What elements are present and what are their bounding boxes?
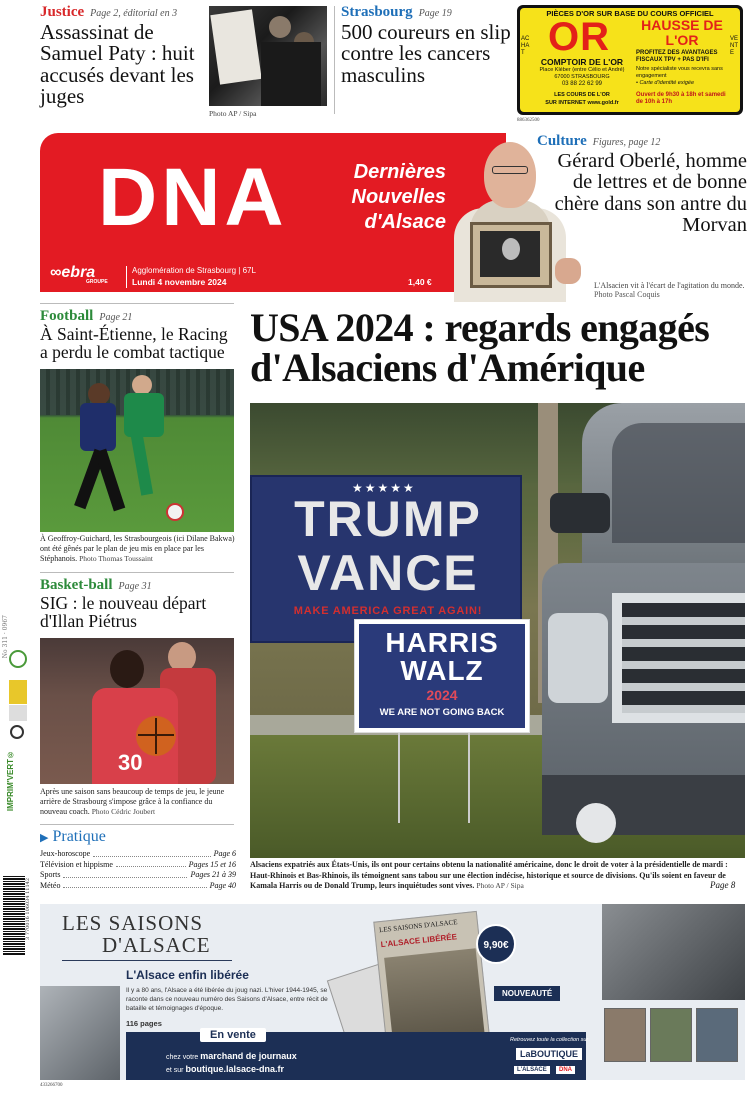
ad-side-vente: VENTE bbox=[730, 36, 739, 56]
arrow-right-icon: ▶ bbox=[40, 832, 49, 844]
ad-or: OR bbox=[548, 15, 610, 59]
en-vente-label: En vente bbox=[200, 1028, 266, 1042]
credit-justice: Photo AP / Sipa bbox=[209, 109, 257, 118]
pratique-row[interactable] bbox=[40, 849, 236, 860]
ad-where-line1: chez votre marchand de journaux bbox=[166, 1051, 297, 1061]
pratique-row[interactable] bbox=[40, 881, 236, 892]
lalsace-logo: L'ALSACE bbox=[514, 1066, 550, 1074]
teaser-basket[interactable] bbox=[40, 577, 236, 631]
retrouvez-label: Retrouvez toute la collection sur bbox=[510, 1037, 589, 1043]
recycle-icon bbox=[9, 650, 27, 668]
price-badge: 9,90€ bbox=[476, 924, 516, 964]
ad-where-line2: et sur boutique.lalsace-dna.fr bbox=[166, 1064, 284, 1074]
sign-maga: MAKE AMERICA GREAT AGAIN! bbox=[293, 605, 483, 617]
ad-profitez: PROFITEZ DES AVANTAGES FISCAUX TPV + PAS D'IFI bbox=[636, 50, 718, 63]
teaser-football[interactable] bbox=[40, 308, 236, 362]
ad-pages: 116 pages bbox=[126, 1019, 162, 1028]
harris-walz-sign bbox=[354, 619, 530, 733]
collection-covers bbox=[604, 1008, 744, 1064]
pratique-dots bbox=[63, 881, 206, 889]
pratique-label: Jeux-horoscope bbox=[40, 849, 91, 858]
pratique-box[interactable] bbox=[40, 828, 236, 891]
pratique-dots bbox=[93, 849, 210, 857]
pratique-dots bbox=[63, 870, 187, 878]
truck bbox=[542, 403, 745, 858]
headline-strasbourg: 500 coureurs en slip contre les cancers masculins bbox=[341, 20, 511, 87]
ad-address: Place Kléber (entre Célio et André) 67000 STRASBOURG bbox=[539, 67, 625, 80]
ad-carte: • Carte d'identité exigée bbox=[636, 80, 695, 86]
jersey-number: 30 bbox=[118, 750, 143, 775]
ad-horaires: Ouvert de 9h30 à 18h et samedi de 10h à 17h bbox=[636, 92, 726, 105]
barcode bbox=[3, 876, 25, 956]
sign-vance: VANCE bbox=[297, 545, 479, 601]
ad-cours2: SUR INTERNET www.gold.fr bbox=[545, 100, 619, 106]
sign-2024: 2024 bbox=[426, 687, 458, 703]
ad-comptoir-or[interactable] bbox=[517, 5, 743, 115]
kicker-culture: Culture Figures, page 12 bbox=[537, 133, 661, 149]
pratique-label: Sports bbox=[40, 870, 61, 879]
trump-vance-sign bbox=[250, 475, 522, 643]
headline-basket: SIG : le nouveau départ d'Illan Piétrus bbox=[40, 593, 207, 631]
sign-walz: WALZ bbox=[400, 655, 484, 686]
sign-not-going-back: WE ARE NOT GOING BACK bbox=[379, 707, 505, 718]
main-headline[interactable]: USA 2024 : regards engagés d'Alsaciens d'Amérique bbox=[250, 305, 710, 390]
headline-justice: Assassinat de Samuel Paty : huit accusés devant les juges bbox=[40, 20, 195, 109]
ad-saisons-alsace[interactable] bbox=[40, 904, 745, 1080]
ad-header: PIÈCES D'OR SUR BASE DU COURS OFFICIEL bbox=[546, 9, 714, 18]
teaser-strasbourg[interactable] bbox=[341, 4, 511, 116]
pefc-icon bbox=[9, 705, 27, 721]
kicker-football: Football Page 21 bbox=[40, 308, 133, 324]
pratique-list bbox=[40, 849, 236, 891]
price: 1,40 € bbox=[408, 277, 432, 287]
pratique-dots bbox=[116, 860, 186, 868]
issue-date: Lundi 4 novembre 2024 bbox=[132, 277, 227, 287]
nouveaute-badge: NOUVEAUTÉ bbox=[494, 986, 560, 1001]
kicker-strasbourg: Strasbourg Page 19 bbox=[341, 4, 452, 20]
sign-stars: ★★★★★ bbox=[352, 481, 416, 495]
caption-basket: Après une saison sans beaucoup de temps de jeu, le jeune arrière de Strasbourg s'impose grâce à la confiance du nouveau coach. Photo Cédric Joubert bbox=[40, 787, 225, 816]
photo-football bbox=[40, 369, 234, 532]
caption-football: À Geoffroy-Guichard, les Strasbourgeois (ici Dilane Bakwa) ont été gênés par le plan de jeu mis en place par les Stéphanois. Photo Thomas Toussaint bbox=[40, 534, 235, 563]
ad-side-achat: ACHAT bbox=[521, 36, 530, 56]
bottom-ad-ref: 433266700 bbox=[40, 1083, 63, 1088]
edition-label: Agglomération de Strasbourg | 67L bbox=[132, 266, 256, 275]
magazine-cover: LES SAISONS D'ALSACE L'ALSACE LIBÉRÉE bbox=[373, 911, 490, 1055]
pratique-page: Page 40 bbox=[209, 880, 236, 890]
dna-logo: DNA bbox=[98, 152, 288, 243]
caption-culture: L'Alsacien vit à l'écart de l'agitation du monde. Photo Pascal Coquis bbox=[594, 281, 745, 299]
clock-icon bbox=[10, 725, 24, 739]
page-ref-main: Page 8 bbox=[710, 880, 736, 890]
headline-football: À Saint-Étienne, le Racing a perdu le combat tactique bbox=[40, 324, 228, 362]
barcode-digits: 3 770016 106034 11142 bbox=[25, 878, 31, 941]
teaser-culture[interactable] bbox=[537, 133, 747, 273]
pratique-title: ▶ Pratique bbox=[40, 828, 106, 845]
headline-culture: Gérard Oberlé, homme de lettres et de bonne chère dans son antre du Morvan bbox=[554, 150, 747, 236]
issue-code: No 311 · 0967 bbox=[2, 615, 9, 659]
ad-specialiste: Notre spécialiste vous recevra sans engagement bbox=[636, 66, 723, 79]
saisons-brand: LES SAISONS D'ALSACE bbox=[62, 911, 211, 957]
sign-harris: HARRIS bbox=[385, 627, 499, 658]
dna-small-logo: DNA bbox=[556, 1066, 575, 1074]
photo-justice bbox=[209, 6, 327, 106]
ad-photo-collage bbox=[602, 904, 745, 1000]
teaser-justice[interactable] bbox=[40, 4, 205, 116]
pratique-page: Pages 15 et 16 bbox=[188, 859, 236, 869]
ad-hausse: HAUSSE DE L'OR bbox=[641, 17, 723, 48]
imprim-vert-label: IMPRIM'VERT® bbox=[6, 750, 15, 812]
ad-title: L'Alsace enfin libérée bbox=[126, 968, 249, 982]
photo-basket bbox=[40, 638, 234, 784]
ad-comptoir: COMPTOIR DE L'OR bbox=[540, 57, 624, 67]
photo-main-signs bbox=[250, 403, 745, 858]
laboutique-logo: LaBOUTIQUE bbox=[516, 1048, 582, 1060]
pratique-page: Pages 21 à 39 bbox=[190, 870, 236, 879]
masthead-subtitle: Dernières Nouvelles d'Alsace bbox=[351, 161, 446, 233]
ebra-logo: ∞ebra GROUPE bbox=[50, 264, 108, 285]
sign-trump: TRUMP bbox=[294, 491, 482, 547]
pratique-label: Météo bbox=[40, 880, 61, 890]
kicker-justice: Justice Page 2, éditorial en 3 bbox=[40, 4, 178, 20]
info-tri-icon bbox=[9, 680, 27, 704]
pratique-label: Télévision et hippisme bbox=[40, 859, 113, 869]
pratique-row[interactable] bbox=[40, 870, 236, 881]
ad-old-photo bbox=[40, 986, 120, 1080]
ad-phone: 03 88 22 62 99 bbox=[561, 81, 603, 87]
masthead-corner bbox=[40, 133, 58, 151]
ad-ref: 886362500 bbox=[517, 118, 540, 123]
masthead[interactable] bbox=[40, 133, 506, 292]
ad-body: Il y a 80 ans, l'Alsace a été libérée du joug nazi. L'hiver 1944-1945, se raconte dans ce nouveau numéro des Saisons d'Alsace, entre récit de bataille et témoignages d'époque. bbox=[126, 987, 328, 1012]
ad-cours1: LES COURS DE L'OR bbox=[554, 92, 610, 98]
kicker-basket: Basket-ball Page 31 bbox=[40, 577, 152, 593]
pratique-row[interactable] bbox=[40, 860, 236, 871]
caption-main: Alsaciens expatriés aux États-Unis, ils ont pour certains obtenu la nationalité américaine, donc le droit de voter à la présidentielle de mardi : Haut-Rhinois et Bas-Rhinois, ils témoignent sans tabou sur une élection indécise, historique et source de divisions. Qu'ils soient en faveur de Kamala Harris ou de Donald Trump, leurs inquiétudes sont vives. Photo AP / Sipa bbox=[250, 860, 728, 890]
pratique-page: Page 6 bbox=[213, 849, 236, 858]
